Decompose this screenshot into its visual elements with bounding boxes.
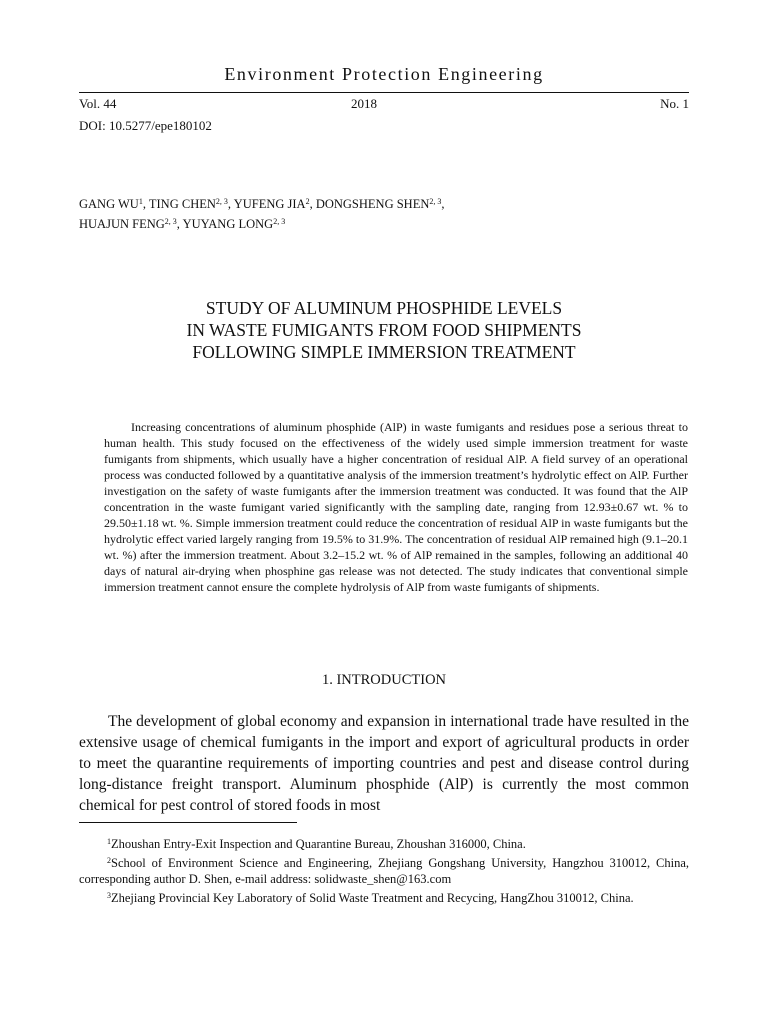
- author-list: [79, 193, 689, 233]
- title-line: STUDY OF ALUMINUM PHOSPHIDE LEVELS: [205, 298, 563, 318]
- intro-paragraph: The development of global economy and expansion in international trade have resulted in the extensive usage of chemical fumigants in the import and export of agricultural products in order to meet the quarantine requirements of importing countries and pest and disease control during long-distance freight transport. Aluminum phosphide (AlP) is currently the most common chemical for pest control of stored foods in most: [79, 713, 689, 814]
- author-separator: ,: [142, 197, 149, 211]
- footnote-mark: 2: [107, 855, 111, 865]
- author-affiliation: 2, 3: [215, 197, 228, 206]
- author-affiliation: 2: [305, 197, 310, 206]
- issue-info: [79, 96, 689, 112]
- footnote-rule: [79, 822, 297, 823]
- footnotes: [79, 834, 689, 906]
- author-separator: ,: [227, 197, 234, 211]
- volume: Vol. 44: [79, 96, 117, 111]
- footnote: [79, 853, 689, 888]
- section-heading: 1. INTRODUCTION: [321, 672, 447, 688]
- footnote: [79, 888, 689, 907]
- author-separator: ,: [176, 217, 183, 231]
- author-affiliation: 2, 3: [164, 217, 177, 226]
- doi: DOI: 10.5277/epe180102: [79, 118, 212, 133]
- author-affiliation: 2, 3: [429, 197, 442, 206]
- issue-number: No. 1: [660, 96, 689, 111]
- author-affiliation: 2, 3: [273, 217, 286, 226]
- author-name: DONGSHENG SHEN: [315, 197, 430, 211]
- author-affiliation: 1: [138, 197, 143, 206]
- footnote-text: Zhoushan Entry-Exit Inspection and Quarantine Bureau, Zhoushan 316000, China.: [111, 837, 526, 851]
- author-name: YUYANG LONG: [182, 217, 274, 231]
- author-name: YUFENG JIA: [233, 197, 306, 211]
- footnote-text: School of Environment Science and Engineering, Zhejiang Gongshang University, Hangzhou 310012, China, corresponding author D. Shen, e-mail address: solidwaste_shen@163.com: [79, 855, 689, 886]
- abstract: Increasing concentrations of aluminum phosphide (AlP) in waste fumigants and residues pose a serious threat to human health. This study focused on the effectiveness of the widely used simple immersion treatment for waste fumigants from shipments, which usually have a higher concentration of residual AlP. A field survey of an operational process was conducted followed by a quantitative analysis of the immersion treatment’s hydrolytic effect on AlP. Further investigation on the safety of waste fumigants after the immersion treatment was conducted. It was found that the AlP concentration in the waste fumigant varied significantly with the sampling date, ranging from 12.93±0.67 wt. % to 29.50±1.18 wt. %. Simple immersion treatment could reduce the concentration of residual AlP in waste fumigants but the hydrolytic effect varied largely ranging from 19.5% to 31.9%. The concentration of residual AlP remained high (9.1–20.1 wt. %) after the immersion treatment. About 3.2–15.2 wt. % of AlP remained in the samples, following an additional 40 days of natural air-drying when phosphine gas release was not detected. The study indicates that conventional simple immersion treatment cannot ensure the complete hydrolysis of AlP from waste fumigants of shipments.: [104, 420, 688, 594]
- footnote-mark: 3: [107, 890, 111, 900]
- title-line: FOLLOWING SIMPLE IMMERSION TREATMENT: [192, 342, 576, 362]
- footnote-text: Zhejiang Provincial Key Laboratory of Solid Waste Treatment and Recycing, HangZhou 310012, China.: [111, 890, 634, 905]
- paper-title: [0, 297, 768, 363]
- footnote-mark: 1: [107, 837, 111, 846]
- title-line: IN WASTE FUMIGANTS FROM FOOD SHIPMENTS: [186, 320, 582, 340]
- author-separator: ,: [441, 197, 445, 211]
- author-name: HUAJUN FENG: [79, 217, 165, 231]
- author-name: TING CHEN: [148, 197, 216, 211]
- author-separator: ,: [309, 197, 316, 211]
- header-rule: [79, 92, 689, 93]
- footnote: [79, 834, 689, 853]
- author-name: GANG WU: [79, 197, 139, 211]
- journal-title: Environment Protection Engineering: [224, 64, 544, 84]
- year: 2018: [351, 96, 377, 111]
